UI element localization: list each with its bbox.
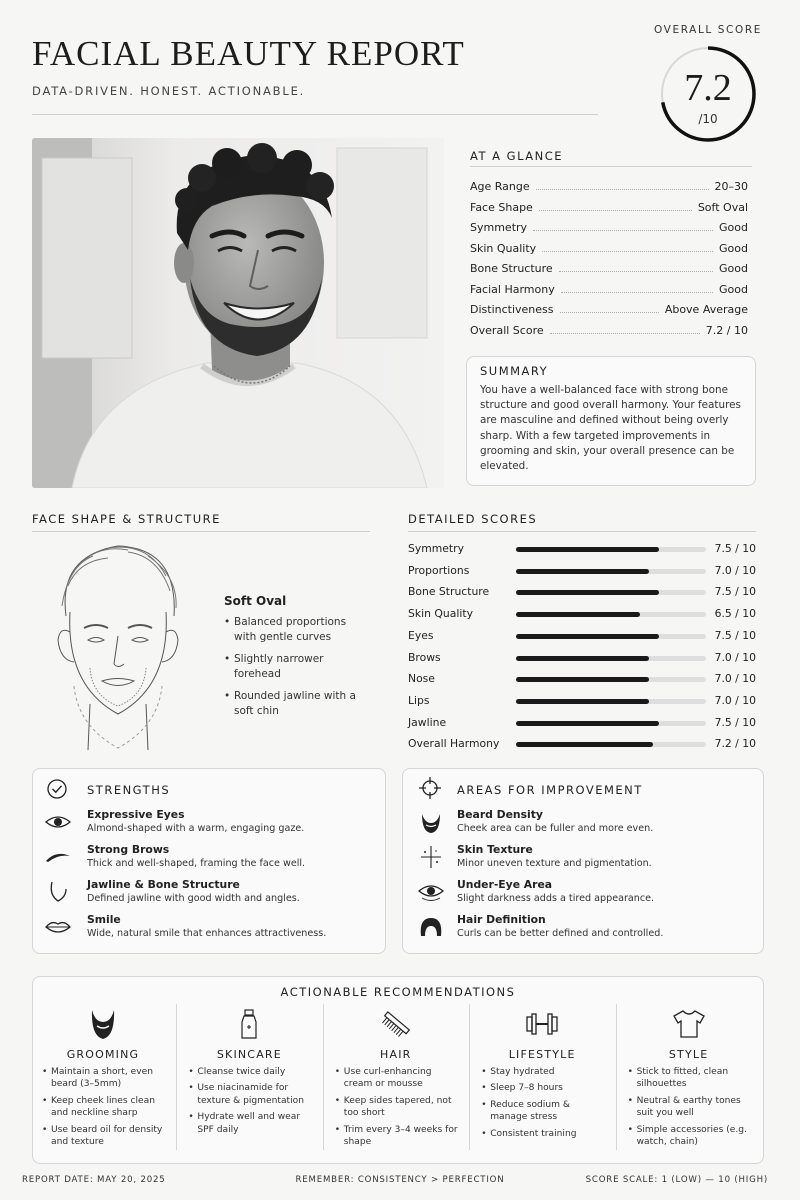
crosshair-icon <box>418 776 442 800</box>
score-bar-fill <box>516 547 659 552</box>
glance-label: Facial Harmony <box>470 282 555 296</box>
score-bar-fill <box>516 634 659 639</box>
item-description: Wide, natural smile that enhances attractiveness. <box>87 928 327 939</box>
score-bar-track <box>516 656 706 661</box>
strengths-title: STRENGTHS <box>87 783 171 797</box>
item-title: Smile <box>87 913 121 926</box>
under-eye-icon <box>417 881 445 903</box>
check-circle-icon <box>46 778 68 800</box>
score-value: 7.5 / 10 <box>714 628 756 642</box>
glance-value: 20–30 <box>714 180 748 193</box>
score-value: 7.5 / 10 <box>714 542 756 555</box>
dot-leader <box>561 292 713 293</box>
item-title: Under-Eye Area <box>457 878 553 891</box>
item-title: Hair Definition <box>457 913 546 926</box>
score-scale: SCORE SCALE: 1 (LOW) — 10 (HIGH) <box>585 1175 768 1185</box>
score-bar-track <box>516 699 706 704</box>
score-label: Brows <box>408 650 441 664</box>
dot-leader <box>550 333 700 334</box>
glance-row <box>470 283 748 296</box>
glance-label: Distinctiveness <box>470 303 554 316</box>
recommendation-list <box>628 1066 756 1152</box>
score-value: 6.5 / 10 <box>714 607 756 621</box>
score-row <box>408 540 758 558</box>
recommendation-list <box>188 1066 316 1140</box>
dot-leader <box>536 189 709 190</box>
recommendation-item: • Use beard oil for density and texture <box>42 1124 170 1149</box>
score-label: Overall Harmony <box>408 737 500 751</box>
score-value: 7.0 / 10 <box>714 650 756 664</box>
recommendation-item: • Use curl-enhancing cream or mousse <box>335 1066 463 1091</box>
summary-text: You have a well-balanced face with strong bone structure and good overall harmony. Your features are masculine and defined without being overly sharp. With a few targeted improvements in grooming and skin, your overall presence can be elevated. <box>480 384 741 473</box>
glance-row <box>470 221 748 234</box>
face-sketch-illustration <box>38 536 198 750</box>
report-title: FACIAL BEAUTY REPORT <box>32 34 465 73</box>
item-title: Skin Texture <box>457 843 533 856</box>
score-row <box>408 735 758 753</box>
jawline-icon <box>44 881 72 903</box>
lips-icon <box>44 916 72 938</box>
beard-icon <box>417 811 445 833</box>
score-bar-track <box>516 612 706 617</box>
item-description: Minor uneven texture and pigmentation. <box>457 858 652 869</box>
score-row <box>408 627 758 645</box>
item-description: Thick and well-shaped, framing the face well. <box>87 858 306 869</box>
score-label: Jawline <box>408 715 447 729</box>
score-bar-track <box>516 634 706 639</box>
recommendation-item: • Sleep 7–8 hours <box>481 1082 609 1094</box>
dot-leader <box>560 312 659 313</box>
portrait-photo <box>32 138 444 488</box>
score-label: Eyes <box>408 628 434 642</box>
recommendation-item: • Maintain a short, even beard (3–5mm) <box>42 1066 170 1091</box>
glance-label: Face Shape <box>470 200 533 214</box>
score-label: Skin Quality <box>408 607 473 621</box>
score-value: 7.5 / 10 <box>714 715 756 729</box>
improvements-title: AREAS FOR IMPROVEMENT <box>457 783 643 797</box>
summary-title: SUMMARY <box>480 364 549 378</box>
recommendation-name: LIFESTYLE <box>508 1048 576 1061</box>
score-label: Nose <box>408 672 435 686</box>
recommendation-item: • Keep cheek lines clean and neckline sharp <box>42 1095 170 1120</box>
recommendation-item: • Simple accessories (e.g. watch, chain) <box>628 1124 756 1149</box>
recommendation-list <box>335 1066 463 1152</box>
item-description: Defined jawline with good width and angles. <box>87 893 300 904</box>
item-description: Curls can be better defined and controlled. <box>457 928 664 939</box>
glance-value: Soft Oval <box>697 200 748 214</box>
item-title: Strong Brows <box>87 843 170 856</box>
score-bar-track <box>516 742 706 747</box>
glance-row <box>470 324 748 337</box>
glance-label: Skin Quality <box>470 241 537 255</box>
report-subtitle: DATA-DRIVEN. HONEST. ACTIONABLE. <box>32 84 306 98</box>
tshirt-icon <box>671 1008 707 1040</box>
dot-leader <box>559 271 713 272</box>
score-row <box>408 562 758 580</box>
score-bar-track <box>516 677 706 682</box>
item-title: Beard Density <box>457 808 543 821</box>
score-row <box>408 605 758 623</box>
recommendation-column <box>32 1004 174 1154</box>
score-row <box>408 692 758 710</box>
brow-icon <box>44 846 72 868</box>
column-divider <box>176 1004 177 1150</box>
at-a-glance-title: AT A GLANCE <box>470 149 564 163</box>
score-bar-track <box>516 590 706 595</box>
column-divider <box>469 1004 470 1150</box>
glance-row <box>470 180 748 193</box>
recommendation-list <box>42 1066 170 1152</box>
dot-leader <box>539 210 692 211</box>
recommendation-item: • Reduce sodium & manage stress <box>481 1099 609 1124</box>
score-bar-track <box>516 547 706 552</box>
glance-label: Symmetry <box>470 221 528 234</box>
detailed-scores-divider <box>408 531 756 532</box>
item-title: Jawline & Bone Structure <box>87 878 240 891</box>
recommendation-column <box>618 1004 760 1154</box>
face-shape-point: • Balanced proportions with gentle curves <box>224 615 364 645</box>
glance-row <box>470 262 748 275</box>
glance-value: Good <box>719 262 748 275</box>
score-label: Symmetry <box>408 542 464 555</box>
glance-value: Good <box>719 241 748 255</box>
score-bar-fill <box>516 677 649 682</box>
glance-label: Bone Structure <box>470 262 553 275</box>
detailed-scores-title: DETAILED SCORES <box>408 512 538 526</box>
score-bar-fill <box>516 656 649 661</box>
eye-icon <box>44 811 72 833</box>
column-divider <box>616 1004 617 1150</box>
score-label: Proportions <box>408 563 470 577</box>
score-bar-fill <box>516 569 649 574</box>
comb-icon <box>378 1008 414 1040</box>
glance-row <box>470 201 748 214</box>
score-label: Bone Structure <box>408 585 490 599</box>
report-date: REPORT DATE: MAY 20, 2025 <box>22 1175 166 1185</box>
recommendation-name: GROOMING <box>66 1048 140 1061</box>
recommendation-column <box>471 1004 613 1154</box>
overall-score-max: /10 <box>698 112 718 126</box>
recommendation-item: • Cleanse twice daily <box>188 1066 316 1078</box>
score-row <box>408 583 758 601</box>
face-shape-point: • Rounded jawline with a soft chin <box>224 689 364 719</box>
score-value: 7.5 / 10 <box>714 585 756 599</box>
glance-value: Good <box>719 221 748 234</box>
dumbbell-icon <box>524 1008 560 1040</box>
recommendation-item: • Trim every 3–4 weeks for shape <box>335 1124 463 1149</box>
dot-leader <box>533 230 713 231</box>
hair-icon <box>417 916 445 938</box>
face-shape-name: Soft Oval <box>224 594 287 608</box>
score-row <box>408 649 758 667</box>
score-value: 7.0 / 10 <box>714 672 756 686</box>
overall-score-label: OVERALL SCORE <box>654 24 762 36</box>
texture-icon <box>417 846 445 868</box>
score-bar-track <box>516 721 706 726</box>
glance-label: Age Range <box>470 180 530 193</box>
score-bar-fill <box>516 721 659 726</box>
recommendation-item: • Keep sides tapered, not too short <box>335 1095 463 1120</box>
footer-motto: REMEMBER: CONSISTENCY > PERFECTION <box>295 1175 505 1185</box>
recommendation-list <box>481 1066 609 1144</box>
bottle-icon <box>231 1008 267 1040</box>
glance-value: Above Average <box>664 303 748 316</box>
recommendation-item: • Stick to fitted, clean silhouettes <box>628 1066 756 1091</box>
score-bar-fill <box>516 590 659 595</box>
item-description: Cheek area can be fuller and more even. <box>457 823 654 834</box>
score-value: 7.0 / 10 <box>714 563 756 577</box>
score-row <box>408 714 758 732</box>
at-a-glance-divider <box>470 166 752 167</box>
column-divider <box>323 1004 324 1150</box>
recommendation-item: • Neutral & earthy tones suit you well <box>628 1095 756 1120</box>
item-description: Slight darkness adds a tired appearance. <box>457 893 655 904</box>
recommendation-item: • Use niacinamide for texture & pigmentation <box>188 1082 316 1107</box>
score-bar-track <box>516 569 706 574</box>
glance-label: Overall Score <box>470 323 544 337</box>
beard-icon <box>85 1008 121 1040</box>
glance-row <box>470 242 748 255</box>
header-divider <box>32 114 598 115</box>
recommendation-item: • Hydrate well and wear SPF daily <box>188 1111 316 1136</box>
dot-leader <box>542 251 713 252</box>
face-shape-point: • Slightly narrower forehead <box>224 652 364 682</box>
score-bar-fill <box>516 612 640 617</box>
score-value: 7.0 / 10 <box>714 693 756 707</box>
face-shape-title: FACE SHAPE & STRUCTURE <box>32 512 221 526</box>
recommendation-column <box>178 1004 320 1154</box>
score-bar-fill <box>516 699 649 704</box>
glance-row <box>470 303 748 316</box>
glance-value: Good <box>719 282 748 296</box>
recommendations-title: ACTIONABLE RECOMMENDATIONS <box>280 985 516 999</box>
score-row <box>408 670 758 688</box>
item-title: Expressive Eyes <box>87 808 185 821</box>
recommendation-name: SKINCARE <box>216 1048 282 1061</box>
recommendation-column <box>325 1004 467 1154</box>
glance-value: 7.2 / 10 <box>705 323 748 337</box>
recommendation-name: HAIR <box>380 1048 412 1061</box>
item-description: Almond-shaped with a warm, engaging gaze. <box>87 823 305 834</box>
recommendation-name: STYLE <box>668 1048 709 1061</box>
overall-score-value: 7.2 <box>684 67 732 109</box>
score-label: Lips <box>408 693 430 707</box>
recommendation-item: • Consistent training <box>481 1128 609 1140</box>
recommendation-item: • Stay hydrated <box>481 1066 609 1078</box>
score-value: 7.2 / 10 <box>714 737 756 751</box>
score-bar-fill <box>516 742 653 747</box>
face-shape-divider <box>32 531 370 532</box>
